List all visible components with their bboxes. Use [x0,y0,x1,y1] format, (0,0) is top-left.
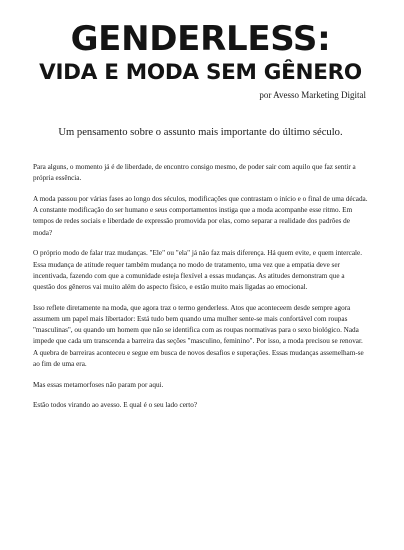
paragraph: Para alguns, o momento já é de liberdade, de encontro consigo mesmo, de poder sair com aquilo que faz sentir a própria essência. [33,163,356,183]
title-line-1: GENDERLESS: [70,19,331,59]
document-title [33,19,368,86]
title-line-2: VIDA E MODA SEM GÊNERO [39,60,362,85]
paragraph: Isso reflete diretamente na moda, que agora traz o termo genderless. Atos que aconteceem desde sempre agora assumem um papel mais libertador: Está tudo bem quando uma mulher sente-se mais confortável com roupas "masculinas", ou quando um homem que não se identifica com as roupas normativas para o sexo biológico. Nada impede que cada um transcenda a barreira das seções "masculino, feminino". Por isso, a moda precisou se renovar. A quebra de barreiras aconteceu e segue em busca de novos desafios e superações. Essas mudanças assemelham-se ao fim de uma era. [33,303,364,368]
document-body [33,162,368,412]
paragraph: Estão todos virando ao avesso. E qual é o seu lado certo? [33,401,198,410]
paragraph: A moda passou por várias fases ao longo dos séculos, modificações que contrastam o início e o final de uma década. A constante modificação do ser humano e seus comportamentos instiga que a moda acompanhe esse ritmo. Em tempos de redes sociais e liberdade de expressão promovida por elas, como separar a realidade dos padrões de moda? [33,195,368,237]
paragraph: Mas essas metamorfoses não param por aqui. [33,380,164,389]
subtitle: Um pensamento sobre o assunto mais importante do último século. [58,127,343,138]
byline: por Avesso Marketing Digital [259,90,366,100]
paragraph: O próprio modo de falar traz mudanças. "Ele" ou "ela" já não faz mais diferença. Há quem evite, e quem intercale. Essa mudança de atitude requer também mudança no modo de tratamento, uma vez que a empatia deve ser incentivada, fazendo com que a comunidade esteja flexível a essas mudanças. As atitudes demonstram que a questão dos gêneros vai muito além do aspecto físico, e estão muito mais ligadas ao emocional. [33,249,363,292]
